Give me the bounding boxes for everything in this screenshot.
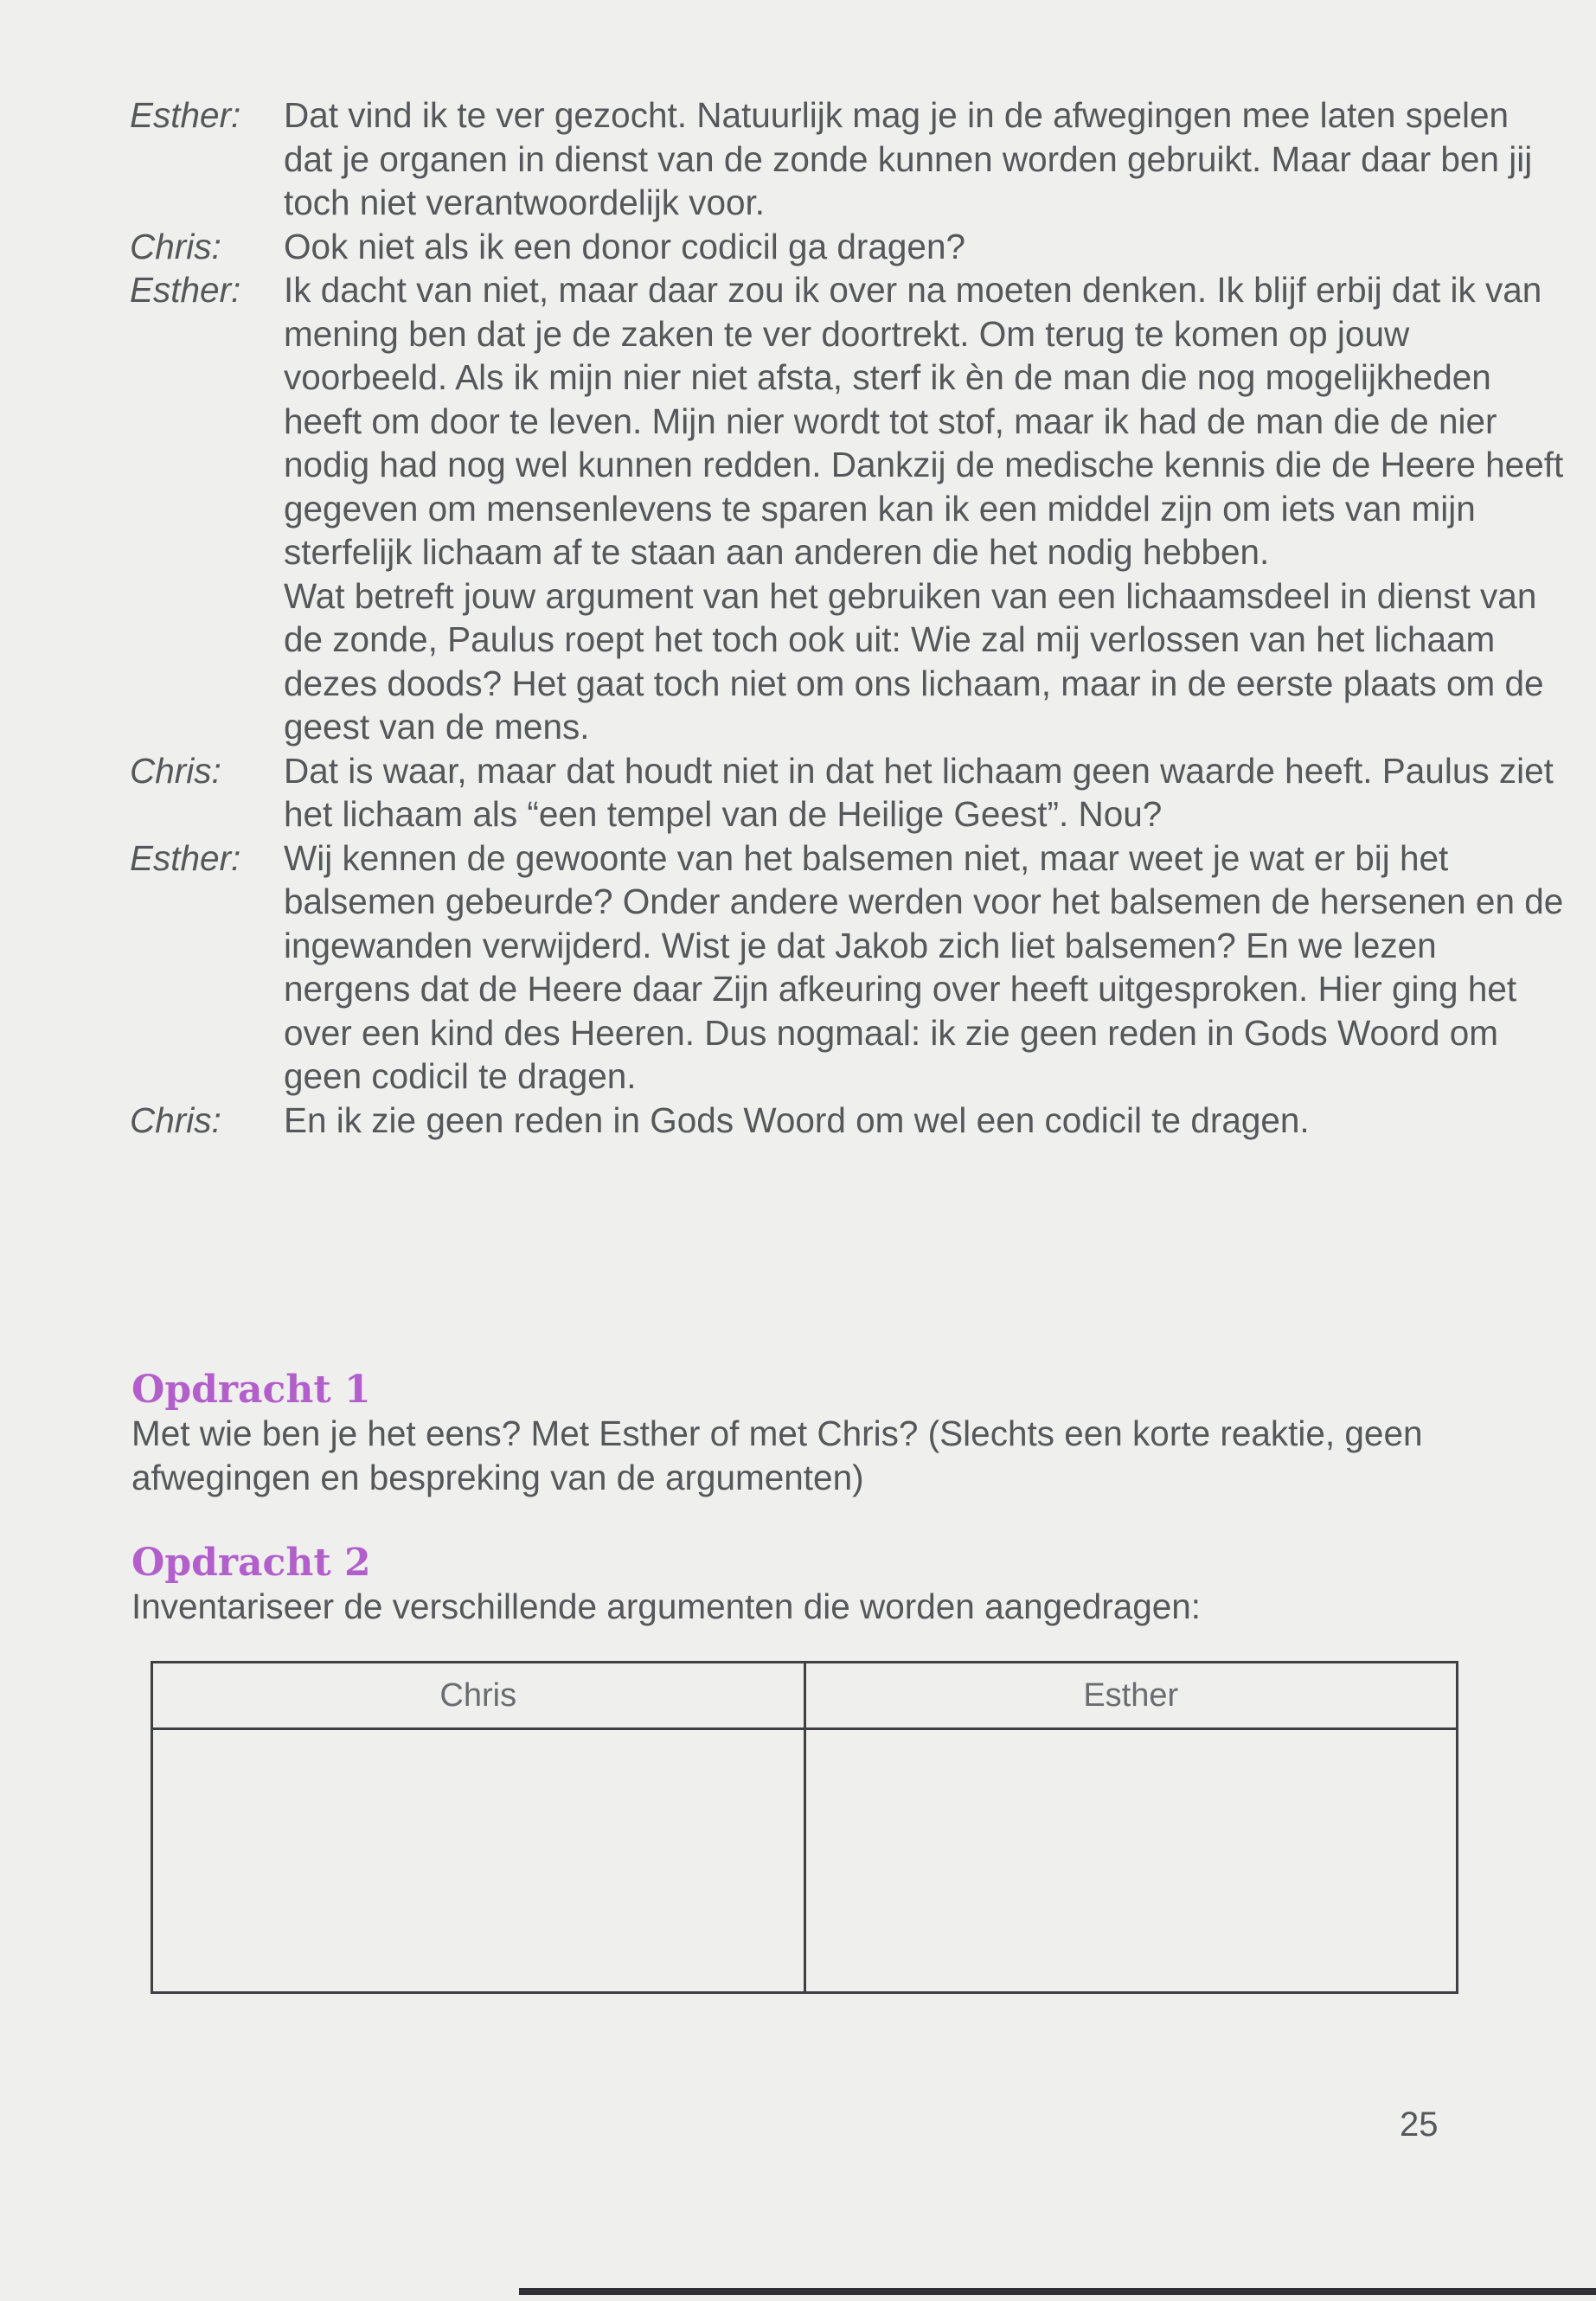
speaker-label: Esther: [130,837,241,878]
speaker-label: Esther: [130,270,241,310]
speech-paragraph: Dat vind ik te ver gezocht. Natuurlijk mag je in de afwegingen mee laten spelen dat je organen in dienst van de zonde kunnen worden gebruikt. Maar daar ben jij toch niet verantwoordelijk voor. [284,95,1533,222]
speech [284,225,1564,269]
speaker-label: Chris: [130,226,221,266]
speech-paragraph: Ik dacht van niet, maar daar zou ik over na moeten denken. Ik blijf erbij dat ik van mening ben dat je de zaken te ver doortrekt. Om terug te komen op jouw voorbeeld. Als ik mijn nier niet afsta, sterf ik èn de man die nog mogelijkheden heeft om door te leven. Mijn nier wordt tot stof, maar ik had de man die de nier nodig had nog wel kunnen redden. Dankzij de medische kennis die de Heere heeft gegeven om mensenlevens te sparen kan ik een middel zijn om iets van mijn sterfelijk lichaam af te staan aan anderen die het nodig hebben. [284,270,1564,572]
speech [284,268,1564,749]
dialogue-turn [130,836,1564,1099]
speaker-label: Esther: [130,95,241,135]
speech-paragraph: En ik zie geen reden in Gods Woord om wel een codicil te dragen. [284,1099,1310,1140]
arguments-table [151,1661,1458,1994]
table-cell-chris [152,1729,805,1993]
dialogue-turn [130,225,1445,269]
speech-paragraph: Wij kennen de gewoonte van het balsemen niet, maar weet je wat er bij het balsemen gebeurde? Onder andere werden voor het balsemen de hersenen en de ingewanden verwijderd. Wist je dat Jakob zich liet balsemen? En we lezen nergens dat de Heere daar Zijn afkeuring over heeft uitgesproken. Hier ging het over een kind des Heeren. Dus nogmaal: ik zie geen reden in Gods Woord om geen codicil te dragen. [284,837,1564,1096]
table-row [152,1729,1458,1993]
assignment-1-title: Opdracht 1 [131,1368,371,1412]
page-number: 25 [1400,2106,1439,2144]
speech-paragraph: Dat is waar, maar dat houdt niet in dat het lichaam geen waarde heeft. Paulus ziet het lichaam als “een tempel van de Heilige Geest”. Nou? [284,750,1554,834]
assignment-1-text: Met wie ben je het eens? Met Esther of met Chris? (Slechts een korte reaktie, geen afwegingen en bespreking van de argumenten) [131,1413,1423,1497]
speaker-label: Chris: [130,1099,221,1140]
table-cell-esther [804,1729,1458,1993]
speech [284,1099,1564,1143]
speaker-label: Chris: [130,750,221,791]
dialogue-turn [130,268,1564,749]
bottom-divider [519,2288,1596,2295]
assignment-2-title: Opdracht 2 [131,1541,371,1585]
dialogue-turn [130,93,1533,225]
dialogue-turn [130,749,1554,836]
table-header-row [152,1663,1458,1729]
dialogue-turn [130,1099,1445,1143]
column-header-chris: Chris [152,1663,805,1729]
assignment-2-text: Inventariseer de verschillende argumenten die worden aangedragen: [131,1586,1202,1626]
column-header-esther: Esther [804,1663,1458,1729]
speech-paragraph: Wat betreft jouw argument van het gebruiken van een lichaamsdeel in dienst van de zonde, Paulus roept het toch ook uit: Wie zal mij verlossen van het lichaam dezes doods? Het gaat toch niet om ons lichaam, maar in de eerste plaats om de geest van de mens. [284,575,1544,747]
speech [284,93,1564,225]
speech [284,836,1564,1099]
speech [284,749,1564,836]
speech-paragraph: Ook niet als ik een donor codicil ga dragen? [284,226,965,266]
dialogue [130,93,1564,1142]
